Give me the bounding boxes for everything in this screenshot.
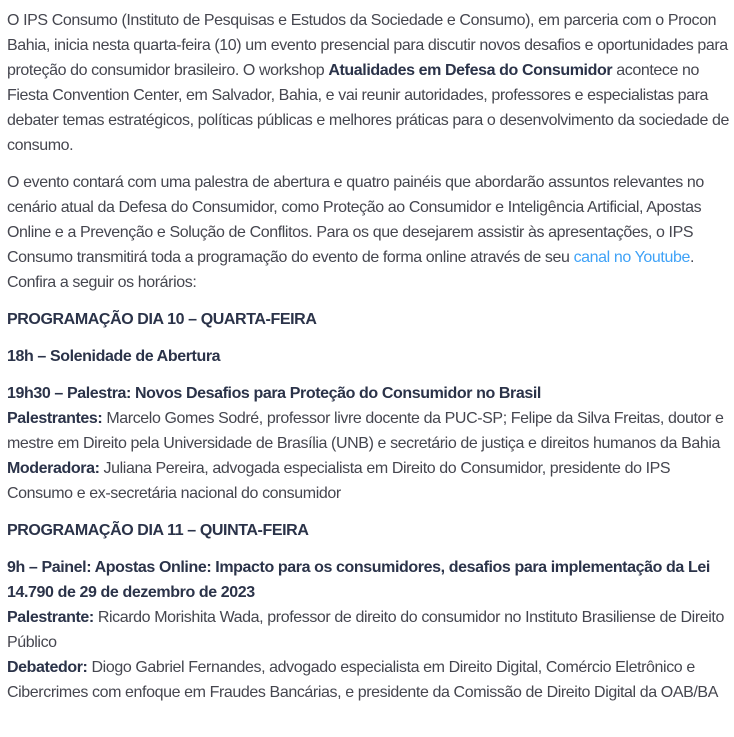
day10-speakers-text: Marcelo Gomes Sodré, professor livre docente da PUC-SP; Felipe da Silva Freitas, doutor e mestre em Direito pela Universidade de Brasília (UNB) e secretário de justiça e direitos humanos da Bahia bbox=[7, 410, 724, 452]
article-body bbox=[7, 8, 729, 705]
intro-2-text-before: O evento contará com uma palestra de abertura e quatro painéis que abordarão assuntos relevantes no cenário atual da Defesa do Consumidor, como Proteção ao Consumidor e Inteligência Artificial, Apostas Online e a Prevenção e Solução de Conflitos. Para os que desejarem assistir às apresentações, o IPS Consumo transmitirá toda a programação do evento de forma online através de seu bbox=[7, 174, 704, 266]
day10-opening-item-text: 18h – Solenidade de Abertura bbox=[7, 348, 221, 365]
intro-1-text-before: O IPS Consumo (Instituto de Pesquisas e Estudos da Sociedade e Consumo), em parceria com o Procon Bahia, inicia nesta quarta-feira (10) um evento presencial para discutir novos desafios e oportunidades para proteção do consumidor brasileiro. O workshop bbox=[7, 12, 728, 79]
youtube-channel-link[interactable]: canal no Youtube bbox=[573, 249, 690, 266]
day11-debater-label: Debatedor: bbox=[7, 659, 88, 676]
day11-heading-text: PROGRAMAÇÃO DIA 11 – QUINTA-FEIRA bbox=[7, 522, 309, 539]
day11-debater-text: Diogo Gabriel Fernandes, advogado especialista em Direito Digital, Comércio Eletrônico e Cibercrimes com enfoque em Fraudes Bancárias, e presidente da Comissão de Direito Digital da OAB/BA bbox=[7, 659, 718, 701]
intro-paragraph-1 bbox=[7, 8, 729, 158]
intro-2-text-after: . Confira a seguir os horários: bbox=[7, 249, 694, 291]
day10-moderator-label: Moderadora: bbox=[7, 460, 100, 477]
day10-lecture-title: 19h30 – Palestra: Novos Desafios para Proteção do Consumidor no Brasil bbox=[7, 385, 541, 402]
day11-panel-title: 9h – Painel: Apostas Online: Impacto para os consumidores, desafios para implementação da Lei 14.790 de 29 de dezembro de 2023 bbox=[7, 559, 710, 601]
day11-speaker-label: Palestrante: bbox=[7, 609, 94, 626]
intro-1-text-after: acontece no Fiesta Convention Center, em Salvador, Bahia, e vai reunir autoridades, professores e especialistas para debater temas estratégicos, políticas públicas e melhores práticas para o desenvolvimento da sociedade de consumo. bbox=[7, 62, 729, 154]
day10-moderator-text: Juliana Pereira, advogada especialista em Direito do Consumidor, presidente do IPS Consumo e ex-secretária nacional do consumidor bbox=[7, 460, 671, 502]
intro-paragraph-2 bbox=[7, 170, 729, 295]
workshop-title-bold: Atualidades em Defesa do Consumidor bbox=[328, 62, 613, 79]
day10-speakers-label: Palestrantes: bbox=[7, 410, 103, 427]
day10-opening-item bbox=[7, 344, 729, 369]
day11-heading bbox=[7, 518, 729, 543]
day10-heading bbox=[7, 307, 729, 332]
day10-heading-text: PROGRAMAÇÃO DIA 10 – QUARTA-FEIRA bbox=[7, 311, 317, 328]
day11-speaker-text: Ricardo Morishita Wada, professor de direito do consumidor no Instituto Brasiliense de Direito Público bbox=[7, 609, 724, 651]
day10-lecture-block bbox=[7, 381, 729, 506]
day11-panel-block bbox=[7, 555, 729, 705]
